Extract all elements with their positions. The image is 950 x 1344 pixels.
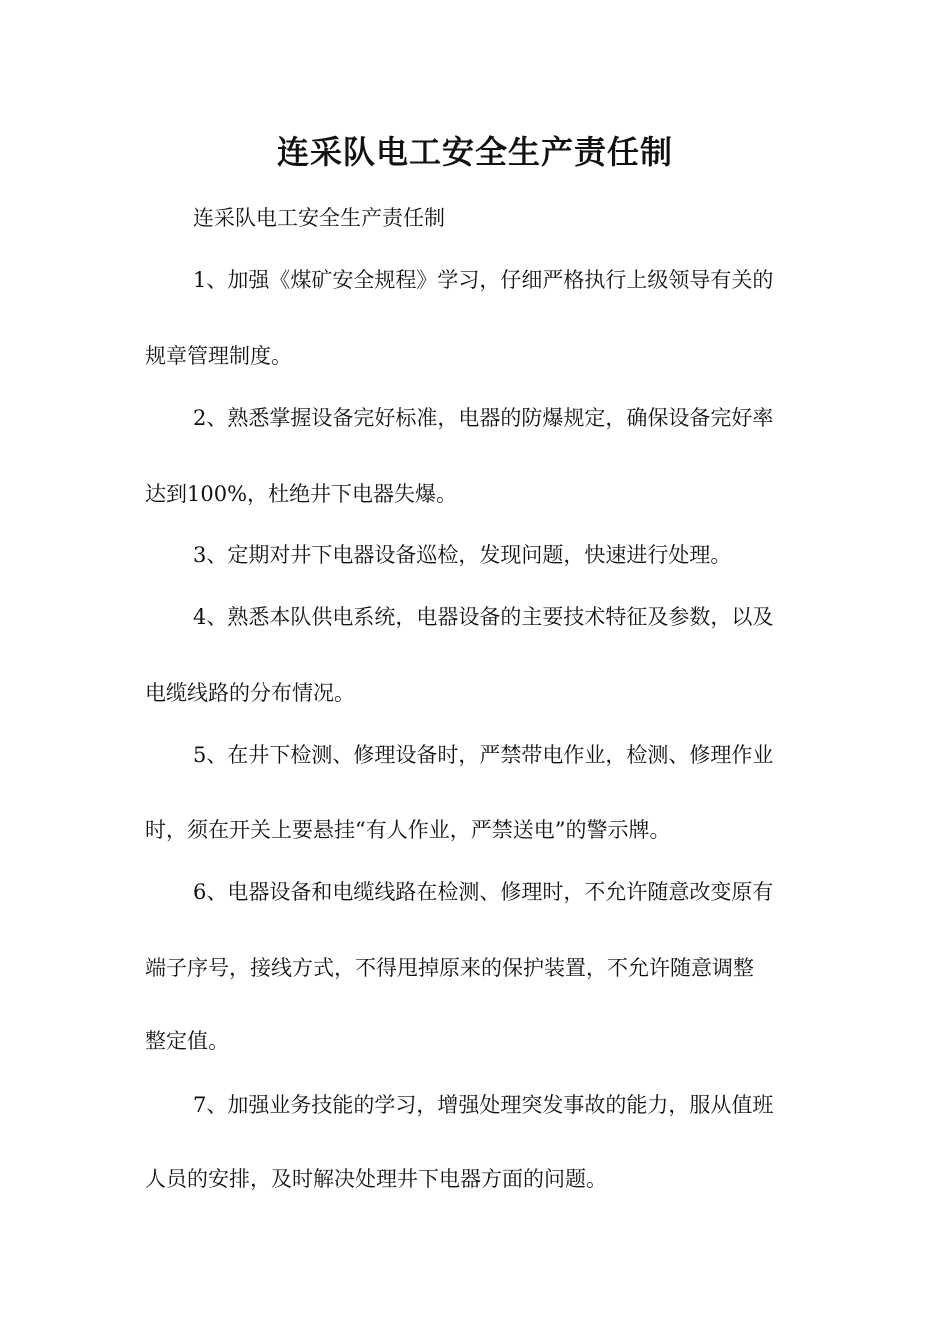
paragraph-line: 电缆线路的分布情况。	[145, 681, 355, 705]
paragraph-line: 3、定期对井下电器设备巡检，发现问题，快速进行处理。	[193, 543, 732, 567]
paragraph-line: 7、加强业务技能的学习，增强处理突发事故的能力，服从值班	[193, 1093, 774, 1117]
paragraph-line: 2、熟悉掌握设备完好标准，电器的防爆规定，确保设备完好率	[193, 406, 774, 430]
paragraph-line: 时，须在开关上要悬挂“有人作业，严禁送电”的警示牌。	[145, 818, 671, 842]
paragraph-line: 人员的安排，及时解决处理井下电器方面的问题。	[145, 1167, 607, 1191]
document-subtitle: 连采队电工安全生产责任制	[193, 206, 445, 230]
paragraph-line: 达到100%，杜绝井下电器失爆。	[145, 482, 458, 506]
paragraph-line: 端子序号，接线方式，不得甩掉原来的保护装置，不允许随意调整	[145, 956, 754, 980]
paragraph-line: 整定值。	[145, 1029, 229, 1053]
paragraph-line: 4、熟悉本队供电系统，电器设备的主要技术特征及参数，以及	[193, 605, 774, 629]
document-title: 连采队电工安全生产责任制	[276, 133, 673, 171]
paragraph-line: 6、电器设备和电缆线路在检测、修理时，不允许随意改变原有	[193, 880, 774, 904]
paragraph-line: 5、在井下检测、修理设备时，严禁带电作业，检测、修理作业	[193, 743, 774, 767]
paragraph-line: 规章管理制度。	[145, 344, 292, 368]
paragraph-line: 1、加强《煤矿安全规程》学习，仔细严格执行上级领导有关的	[193, 268, 774, 292]
